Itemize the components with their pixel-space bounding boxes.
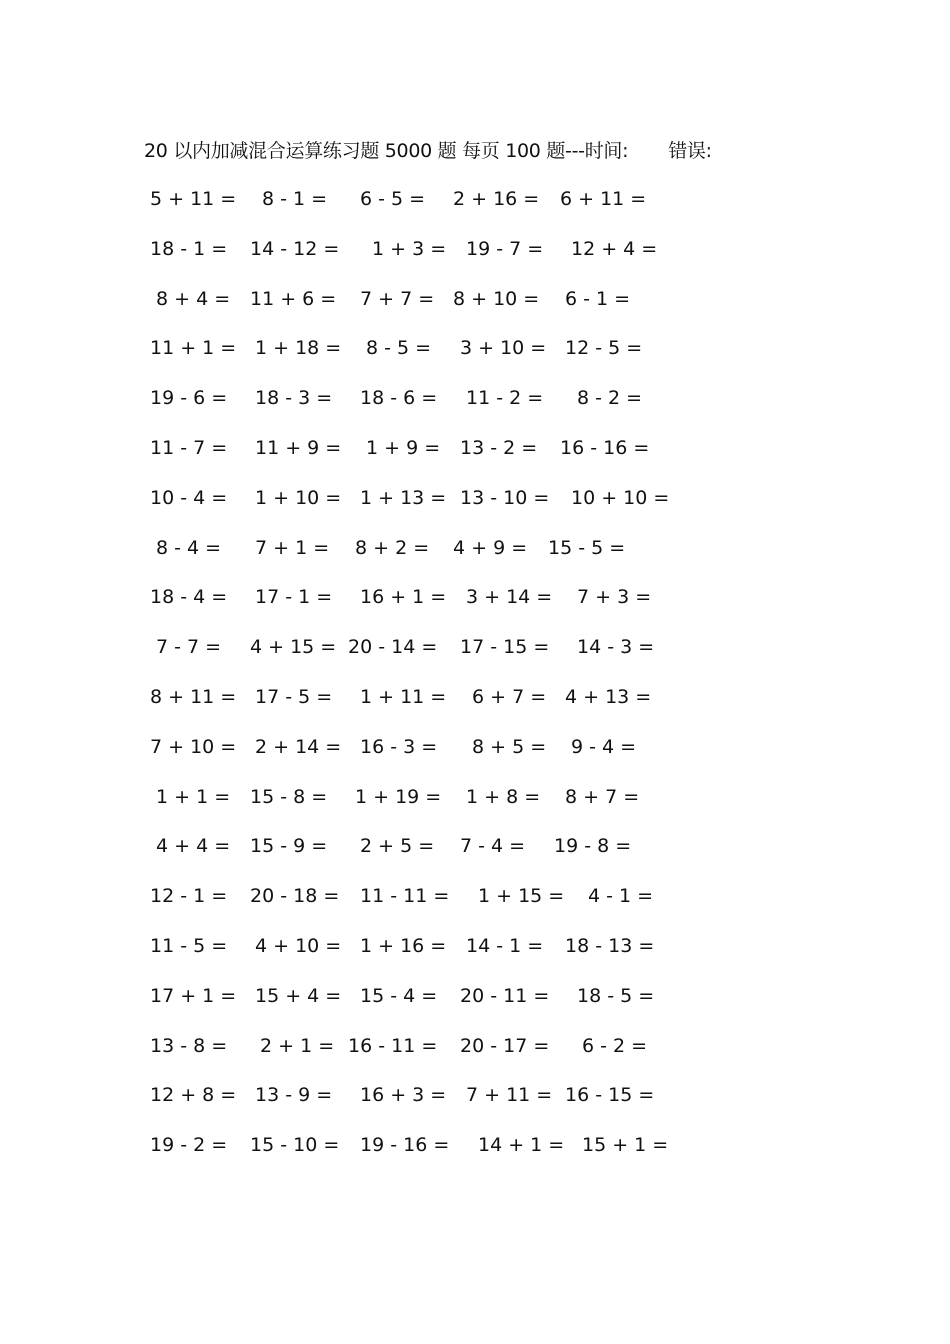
problem-item: 4 + 13 = — [565, 685, 652, 708]
problem-item: 6 + 11 = — [560, 188, 647, 210]
problem-item: 8 + 5 = — [472, 735, 547, 758]
time-label: 时间: — [584, 140, 629, 162]
problem-item: 2 + 14 = — [255, 735, 342, 758]
problem-item: 16 + 1 = — [360, 586, 447, 609]
problem-item: 1 + 11 = — [360, 685, 447, 708]
problem-item: 14 + 1 = — [478, 1134, 565, 1157]
problem-item: 7 - 7 = — [156, 636, 222, 659]
problem-item: 19 - 2 = — [150, 1134, 228, 1157]
problem-item: 8 + 10 = — [453, 287, 540, 310]
problem-item: 8 + 2 = — [355, 536, 430, 559]
problem-row — [150, 284, 710, 334]
problem-item: 13 - 9 = — [255, 1084, 333, 1107]
problem-item: 4 + 4 = — [156, 835, 231, 858]
problem-item: 11 - 11 = — [360, 885, 450, 908]
problem-item: 1 + 19 = — [355, 785, 442, 808]
problem-item: 1 + 10 = — [255, 486, 342, 509]
problem-item: 11 + 1 = — [150, 337, 237, 360]
problem-item: 11 - 2 = — [466, 387, 544, 410]
problem-row — [150, 234, 710, 284]
problem-item: 18 - 5 = — [577, 984, 655, 1007]
problem-item: 15 - 9 = — [250, 835, 328, 858]
problem-item: 16 - 11 = — [348, 1034, 438, 1057]
problem-item: 15 - 8 = — [250, 785, 328, 808]
problem-item: 18 - 1 = — [150, 237, 228, 260]
problem-item: 19 - 7 = — [466, 237, 544, 260]
problem-item: 19 - 6 = — [150, 387, 228, 410]
problem-row — [150, 184, 710, 234]
problem-item: 16 - 3 = — [360, 735, 438, 758]
problem-row — [150, 931, 710, 981]
problem-item: 2 + 1 = — [260, 1034, 335, 1057]
problem-item: 8 + 11 = — [150, 685, 237, 708]
problem-item: 18 - 6 = — [360, 387, 438, 410]
problem-item: 12 - 5 = — [565, 337, 643, 360]
worksheet-header — [144, 136, 712, 166]
problem-row — [150, 981, 710, 1031]
problem-item: 3 + 14 = — [466, 586, 553, 609]
problem-item: 2 + 16 = — [453, 188, 540, 210]
problem-item: 11 + 6 = — [250, 287, 337, 310]
problem-item: 2 + 5 = — [360, 835, 435, 858]
problem-item: 8 - 5 = — [366, 337, 432, 360]
problem-item: 14 - 12 = — [250, 237, 340, 260]
problem-row — [150, 333, 710, 383]
problem-item: 6 + 7 = — [472, 685, 547, 708]
problem-row — [150, 433, 710, 483]
problem-item: 8 - 2 = — [577, 387, 643, 410]
problem-row — [150, 1080, 710, 1130]
problem-item: 8 + 7 = — [565, 785, 640, 808]
problem-item: 7 + 7 = — [360, 287, 435, 310]
problem-item: 11 - 7 = — [150, 436, 228, 459]
problem-row — [150, 1031, 710, 1081]
problem-item: 6 - 5 = — [360, 188, 426, 210]
problem-item: 5 + 11 = — [150, 188, 237, 210]
problem-item: 17 - 15 = — [460, 636, 550, 659]
problem-item: 14 - 1 = — [466, 934, 544, 957]
problem-item: 14 - 3 = — [577, 636, 655, 659]
problem-item: 8 - 1 = — [262, 188, 328, 210]
problem-item: 16 - 16 = — [560, 436, 650, 459]
problem-item: 7 + 3 = — [577, 586, 652, 609]
problem-row — [150, 831, 710, 881]
problem-item: 1 + 16 = — [360, 934, 447, 957]
problem-item: 17 - 5 = — [255, 685, 333, 708]
problem-row — [150, 383, 710, 433]
problem-row — [150, 483, 710, 533]
problem-item: 19 - 16 = — [360, 1134, 450, 1157]
problem-item: 12 - 1 = — [150, 885, 228, 908]
problem-row — [150, 881, 710, 931]
problem-row — [150, 582, 710, 632]
problem-item: 15 + 4 = — [255, 984, 342, 1007]
problem-item: 10 + 10 = — [571, 486, 670, 509]
problem-grid — [150, 184, 710, 1180]
problem-item: 16 - 15 = — [565, 1084, 655, 1107]
problem-row — [150, 682, 710, 732]
problem-item: 13 - 2 = — [460, 436, 538, 459]
problem-item: 17 - 1 = — [255, 586, 333, 609]
problem-item: 4 - 1 = — [588, 885, 654, 908]
problem-row — [150, 632, 710, 682]
problem-item: 1 + 1 = — [156, 785, 231, 808]
problem-item: 15 - 5 = — [548, 536, 626, 559]
problem-row — [150, 782, 710, 832]
problem-item: 13 - 8 = — [150, 1034, 228, 1057]
problem-item: 7 - 4 = — [460, 835, 526, 858]
problem-item: 10 - 4 = — [150, 486, 228, 509]
problem-item: 6 - 1 = — [565, 287, 631, 310]
problem-item: 4 + 9 = — [453, 536, 528, 559]
problem-item: 4 + 15 = — [250, 636, 337, 659]
problem-item: 8 + 4 = — [156, 287, 231, 310]
problem-row — [150, 1130, 710, 1180]
problem-item: 3 + 10 = — [460, 337, 547, 360]
problem-item: 7 + 11 = — [466, 1084, 553, 1107]
problem-item: 12 + 8 = — [150, 1084, 237, 1107]
problem-item: 16 + 3 = — [360, 1084, 447, 1107]
problem-item: 18 - 4 = — [150, 586, 228, 609]
problem-item: 13 - 10 = — [460, 486, 550, 509]
problem-item: 1 + 13 = — [360, 486, 447, 509]
problem-item: 7 + 10 = — [150, 735, 237, 758]
problem-item: 11 + 9 = — [255, 436, 342, 459]
problem-row — [150, 732, 710, 782]
problem-item: 19 - 8 = — [554, 835, 632, 858]
problem-row — [150, 533, 710, 583]
problem-item: 8 - 4 = — [156, 536, 222, 559]
problem-item: 15 - 4 = — [360, 984, 438, 1007]
problem-item: 20 - 18 = — [250, 885, 340, 908]
problem-item: 1 + 8 = — [466, 785, 541, 808]
problem-item: 17 + 1 = — [150, 984, 237, 1007]
worksheet-title: 20 以内加减混合运算练习题 5000 题 每页 100 题--- — [144, 140, 585, 162]
problem-item: 7 + 1 = — [255, 536, 330, 559]
problem-item: 15 + 1 = — [582, 1134, 669, 1157]
problem-item: 20 - 11 = — [460, 984, 550, 1007]
problem-item: 20 - 14 = — [348, 636, 438, 659]
problem-item: 1 + 15 = — [478, 885, 565, 908]
problem-item: 18 - 3 = — [255, 387, 333, 410]
problem-item: 15 - 10 = — [250, 1134, 340, 1157]
problem-item: 20 - 17 = — [460, 1034, 550, 1057]
problem-item: 1 + 9 = — [366, 436, 441, 459]
problem-item: 1 + 3 = — [372, 237, 447, 260]
problem-item: 6 - 2 = — [582, 1034, 648, 1057]
problem-item: 11 - 5 = — [150, 934, 228, 957]
problem-item: 18 - 13 = — [565, 934, 655, 957]
problem-item: 4 + 10 = — [255, 934, 342, 957]
problem-item: 9 - 4 = — [571, 735, 637, 758]
problem-item: 12 + 4 = — [571, 237, 658, 260]
problem-item: 1 + 18 = — [255, 337, 342, 360]
error-label: 错误: — [668, 140, 712, 162]
